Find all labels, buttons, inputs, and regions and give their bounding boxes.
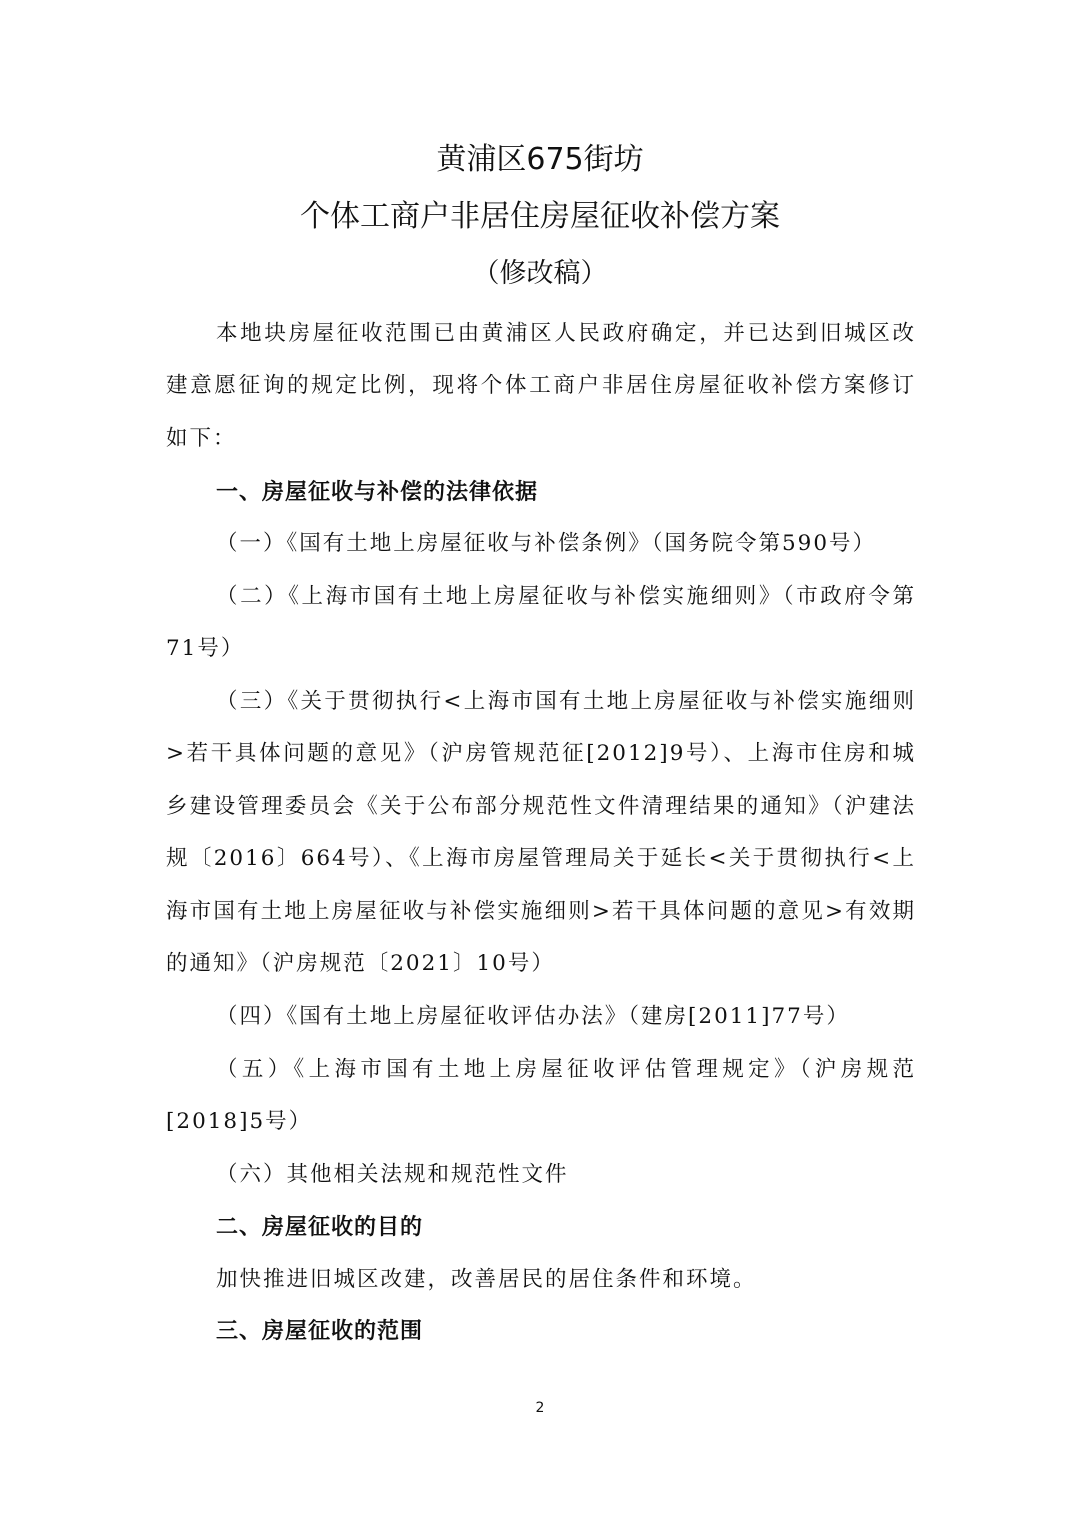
document-title-line1: 黄浦区675街坊 bbox=[436, 142, 644, 177]
intro-paragraph: 本地块房屋征收范围已由黄浦区人民政府确定，并已达到旧城区改建意愿征询的规定比例，现将个体工商户非居住房屋征收补偿方案修订如下： bbox=[166, 321, 916, 451]
legal-basis-item-2: （二）《上海市国有土地上房屋征收与补偿实施细则》（市政府令第71号） bbox=[166, 584, 916, 662]
legal-basis-item-6: （六）其他相关法规和规范性文件 bbox=[216, 1162, 569, 1187]
section-heading-1: 一、房屋征收与补偿的法律依据 bbox=[216, 480, 539, 505]
legal-basis-item-1: （一）《国有土地上房屋征收与补偿条例》（国务院令第590号） bbox=[216, 531, 877, 556]
legal-basis-item-5: （五）《上海市国有土地上房屋征收评估管理规定》（沪房规范[2018]5号） bbox=[166, 1057, 916, 1135]
legal-basis-item-3: （三）《关于贯彻执行<上海市国有土地上房屋征收与补偿实施细则>若干具体问题的意见》（沪房管规范征[2012]9号）、上海市住房和城乡建设管理委员会《关于公布部分规范性文件清理结果的通知》（沪建法规〔2016〕664号）、《上海市房屋管理局关于延长<关于贯彻执行<上海市国有土地上房屋征收与补偿实施细则>若干具体问题的意见>有效期的通知》（沪房规范〔2021〕10号） bbox=[166, 689, 916, 977]
section-heading-2: 二、房屋征收的目的 bbox=[216, 1215, 424, 1240]
section-heading-3: 三、房屋征收的范围 bbox=[216, 1319, 424, 1344]
page-number: 2 bbox=[535, 1400, 545, 1416]
document-title-line2: 个体工商户非居住房屋征收补偿方案 bbox=[300, 199, 780, 234]
purpose-paragraph: 加快推进旧城区改建，改善居民的居住条件和环境。 bbox=[216, 1267, 757, 1292]
legal-basis-item-4: （四）《国有土地上房屋征收评估办法》（建房[2011]77号） bbox=[216, 1004, 850, 1029]
document-title-line3: （修改稿） bbox=[472, 258, 608, 289]
